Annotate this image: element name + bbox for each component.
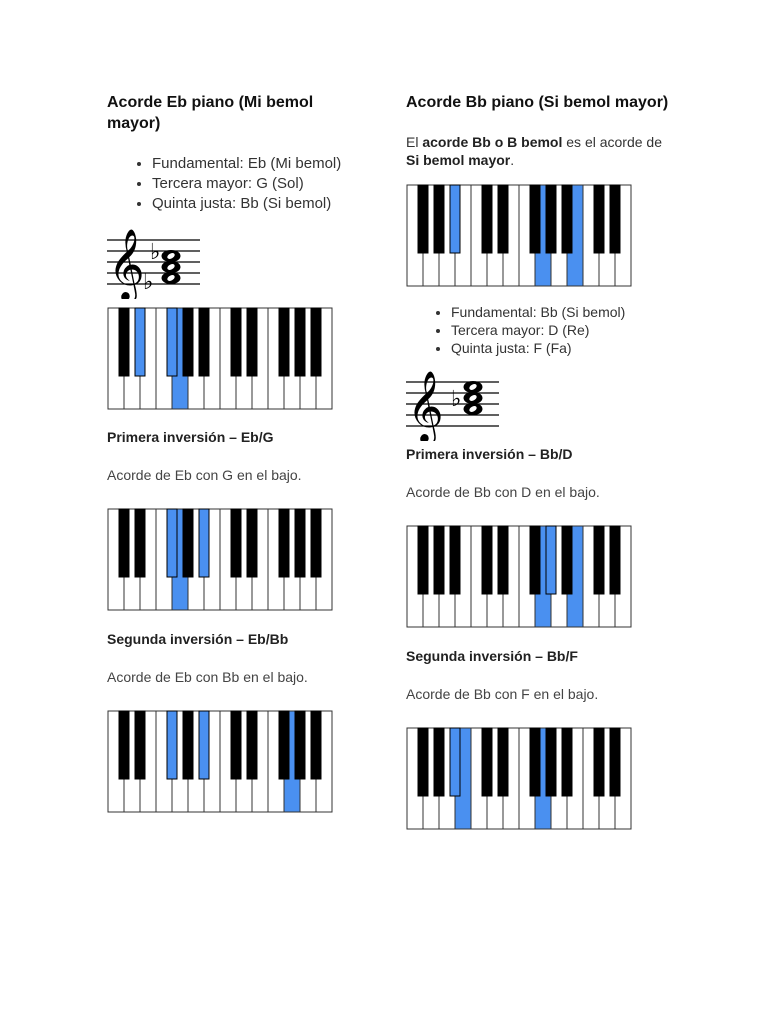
right-column	[406, 92, 676, 832]
black-key	[247, 308, 257, 376]
black-key	[311, 711, 321, 779]
black-key	[247, 711, 257, 779]
black-key	[498, 728, 508, 796]
eb-notes-list	[107, 154, 367, 214]
black-key	[135, 711, 145, 779]
flat-icon: ♭	[150, 240, 161, 265]
black-key	[247, 509, 257, 577]
flat-icon: ♭	[451, 387, 462, 412]
black-key	[295, 308, 305, 376]
black-key	[135, 308, 145, 376]
black-key	[119, 711, 129, 779]
black-key	[231, 308, 241, 376]
black-key	[135, 509, 145, 577]
black-key	[231, 711, 241, 779]
black-key	[279, 711, 289, 779]
bb-second-inversion-heading: Segunda inversión – Bb/F	[406, 648, 578, 664]
eb-first-inversion-heading: Primera inversión – Eb/G	[107, 429, 274, 445]
black-key	[450, 526, 460, 594]
black-key	[434, 526, 444, 594]
black-key	[434, 185, 444, 253]
black-key	[279, 308, 289, 376]
black-key	[610, 526, 620, 594]
black-key	[295, 711, 305, 779]
black-key	[418, 728, 428, 796]
list-item: • Quinta justa: F (Fa)	[451, 339, 676, 357]
black-key	[482, 728, 492, 796]
black-key	[610, 185, 620, 253]
black-key	[546, 185, 556, 253]
black-key	[594, 185, 604, 253]
black-key	[418, 526, 428, 594]
black-key	[546, 526, 556, 594]
black-key	[183, 711, 193, 779]
black-key	[119, 308, 129, 376]
eb-root-keyboard	[107, 307, 335, 412]
black-key	[530, 728, 540, 796]
black-key	[199, 308, 209, 376]
black-key	[482, 526, 492, 594]
black-key	[167, 509, 177, 577]
black-key	[610, 728, 620, 796]
black-key	[295, 509, 305, 577]
bb-root-keyboard	[406, 184, 634, 289]
black-key	[418, 185, 428, 253]
list-item: • Fundamental: Bb (Si bemol)	[451, 303, 676, 321]
black-key	[311, 509, 321, 577]
list-item: • Quinta justa: Bb (Si bemol)	[152, 194, 367, 214]
black-key	[311, 308, 321, 376]
black-key	[199, 509, 209, 577]
bb-first-inversion-keyboard	[406, 525, 634, 630]
eb-first-inversion-text: Acorde de Eb con G en el bajo.	[107, 467, 302, 483]
black-key	[450, 185, 460, 253]
eb-second-inversion-keyboard	[107, 710, 335, 815]
black-key	[231, 509, 241, 577]
intro-bold-text: Si bemol mayor	[406, 152, 511, 168]
black-key	[279, 509, 289, 577]
black-key	[450, 728, 460, 796]
black-key	[562, 185, 572, 253]
eb-second-inversion-text: Acorde de Eb con Bb en el bajo.	[107, 669, 308, 685]
black-key	[594, 728, 604, 796]
black-key	[199, 711, 209, 779]
black-key	[167, 308, 177, 376]
treble-clef-icon: 𝄞	[407, 369, 444, 441]
intro-text: .	[510, 152, 515, 168]
black-key	[434, 728, 444, 796]
eb-second-inversion-heading: Segunda inversión – Eb/Bb	[107, 631, 289, 647]
black-key	[530, 185, 540, 253]
black-key	[594, 526, 604, 594]
bb-first-inversion-heading: Primera inversión – Bb/D	[406, 446, 573, 462]
list-item: • Fundamental: Eb (Mi bemol)	[152, 154, 367, 174]
black-key	[562, 526, 572, 594]
eb-first-inversion-keyboard	[107, 508, 335, 613]
intro-text: El	[406, 134, 423, 150]
black-key	[119, 509, 129, 577]
bb-chord-title: Acorde Bb piano (Si bemol mayor)	[406, 94, 669, 111]
intro-bold-text: acorde Bb o B bemol	[422, 134, 563, 150]
eb-chord-title: Acorde Eb piano (Mi bemol mayor)	[107, 94, 314, 132]
bb-second-inversion-keyboard	[406, 727, 634, 832]
bb-intro-paragraph	[406, 133, 668, 169]
eb-staff-notation	[107, 219, 202, 299]
black-key	[546, 728, 556, 796]
black-key	[167, 711, 177, 779]
black-key	[183, 308, 193, 376]
black-key	[498, 185, 508, 253]
list-item: • Tercera mayor: G (Sol)	[152, 174, 367, 194]
black-key	[562, 728, 572, 796]
bb-notes-list	[406, 303, 676, 357]
black-key	[482, 185, 492, 253]
flat-icon: ♭	[143, 270, 154, 295]
bb-first-inversion-text: Acorde de Bb con D en el bajo.	[406, 484, 600, 500]
bb-staff-notation	[406, 361, 501, 441]
bb-second-inversion-text: Acorde de Bb con F en el bajo.	[406, 686, 599, 702]
left-column	[107, 92, 367, 815]
treble-clef-icon: 𝄞	[108, 227, 145, 299]
black-key	[498, 526, 508, 594]
intro-text: es el acorde de	[562, 134, 662, 150]
black-key	[183, 509, 193, 577]
list-item: • Tercera mayor: D (Re)	[451, 321, 676, 339]
black-key	[530, 526, 540, 594]
